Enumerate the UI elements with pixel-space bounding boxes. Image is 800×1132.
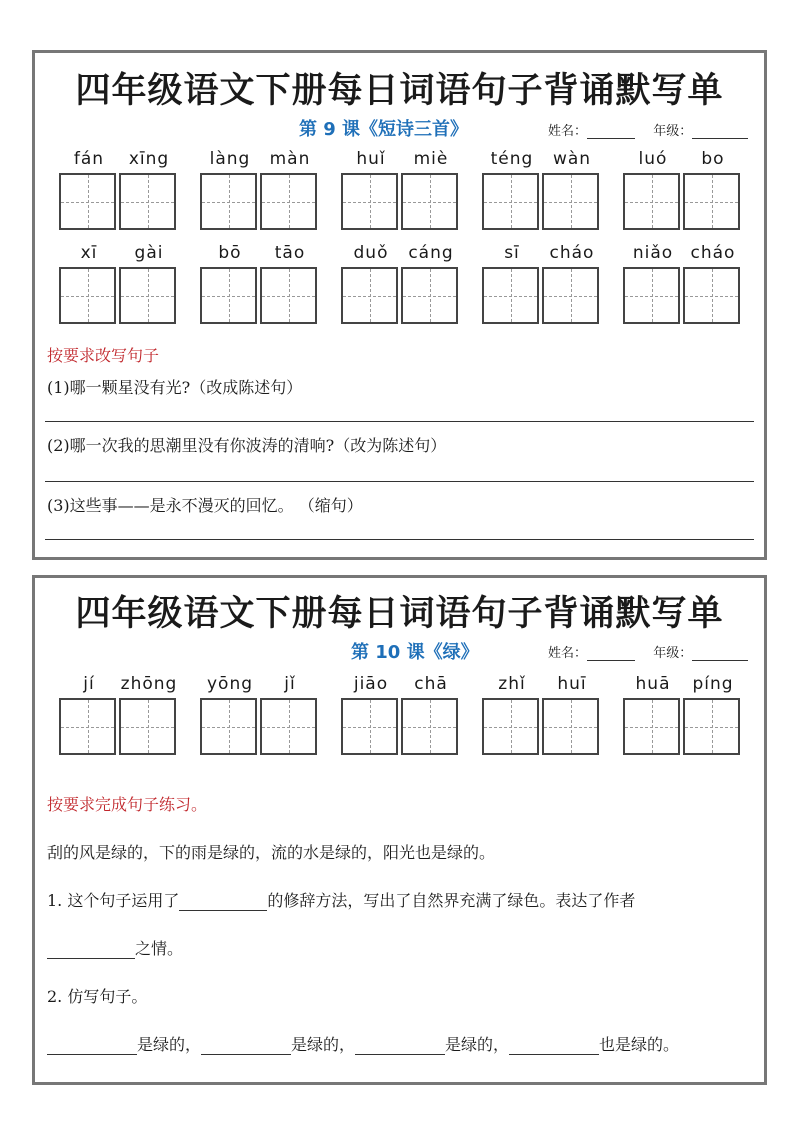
pinyin: yōng [206,674,254,694]
fill-text: 是绿的， [291,1035,356,1054]
pinyin: chā [414,674,448,694]
writing-box[interactable] [542,698,599,755]
writing-box[interactable] [482,267,539,324]
name-blank[interactable] [587,646,635,661]
fill-blank[interactable] [47,940,135,959]
requirement-heading: 按要求完成句子练习。 [47,795,208,814]
question-1-continued [47,936,183,959]
writing-box[interactable] [401,698,458,755]
answer-line-3[interactable] [45,539,754,540]
requirement-heading: 按要求改写句子 [47,346,160,365]
pinyin: jí [83,674,95,694]
writing-box[interactable] [683,698,740,755]
pinyin: huā [635,674,671,694]
worksheet-title: 四年级语文下册每日词语句子背诵默写单 [75,593,724,634]
writing-box[interactable] [482,698,539,755]
writing-box[interactable] [260,267,317,324]
worksheet-lesson-9 [32,50,767,560]
fill-blank[interactable] [179,892,267,911]
pinyin: miè [413,149,449,169]
writing-box[interactable] [119,267,176,324]
name-blank[interactable] [587,124,635,139]
pinyin: duǒ [353,243,389,263]
writing-box[interactable] [482,173,539,230]
writing-box[interactable] [200,173,257,230]
pinyin: huī [557,674,587,694]
pinyin: zhǐ [498,674,526,694]
worksheet-title: 四年级语文下册每日词语句子背诵默写单 [75,70,724,111]
writing-box[interactable] [623,267,680,324]
writing-box[interactable] [200,267,257,324]
writing-box[interactable] [200,698,257,755]
fill-blank[interactable] [201,1036,291,1055]
pinyin: cháo [549,243,595,263]
pinyin: jiāo [353,674,389,694]
grade-blank[interactable] [692,646,748,661]
pinyin: wàn [552,149,592,169]
pinyin: fán [73,149,105,169]
question-1 [47,888,635,911]
question-2: 2. 仿写句子。 [47,987,148,1006]
writing-box[interactable] [119,698,176,755]
writing-box[interactable] [542,173,599,230]
writing-box[interactable] [401,267,458,324]
pinyin: huǐ [356,149,386,169]
pinyin: téng [490,149,534,169]
imitation-row [47,1032,679,1055]
writing-box[interactable] [260,698,317,755]
sentence: 刮的风是绿的，下的雨是绿的，流的水是绿的，阳光也是绿的。 [47,843,496,862]
pinyin: xīng [128,149,170,169]
answer-line-2[interactable] [45,481,754,482]
name-label: 姓名： [548,646,588,661]
name-label: 姓名： [548,124,588,139]
fill-blank[interactable] [47,1036,137,1055]
fill-text: 是绿的， [137,1035,202,1054]
writing-box[interactable] [683,267,740,324]
pinyin: bo [701,149,725,169]
writing-box[interactable] [623,698,680,755]
writing-box[interactable] [341,267,398,324]
name-grade-bar [548,642,748,661]
question-1-suffix: 之情。 [135,939,184,958]
pinyin: zhōng [120,674,178,694]
worksheet-lesson-10 [32,575,767,1085]
lesson-heading: 第 10 课《绿》 [351,642,479,663]
answer-line-1[interactable] [45,421,754,422]
fill-text: 也是绿的。 [599,1035,680,1054]
writing-box[interactable] [341,173,398,230]
question-2: (2)哪一次我的思潮里没有你波涛的清响?（改为陈述句） [47,436,447,455]
question-1-middle: 的修辞方法，写出了自然界充满了绿色。表达了作者 [267,891,636,910]
name-grade-bar [548,120,748,139]
pinyin: màn [269,149,311,169]
writing-box[interactable] [401,173,458,230]
pinyin: làng [209,149,251,169]
pinyin: tāo [274,243,306,263]
pinyin: gài [134,243,164,263]
fill-blank[interactable] [355,1036,445,1055]
writing-box[interactable] [683,173,740,230]
writing-box[interactable] [542,267,599,324]
question-1-prefix: 1. 这个句子运用了 [47,891,180,910]
pinyin: cáng [408,243,454,263]
writing-box[interactable] [59,267,116,324]
writing-box[interactable] [119,173,176,230]
pinyin: niǎo [632,243,674,263]
lesson-heading: 第 9 课《短诗三首》 [299,119,469,140]
grade-blank[interactable] [692,124,748,139]
pinyin: xī [80,243,98,263]
writing-box[interactable] [623,173,680,230]
pinyin: cháo [690,243,736,263]
grade-label: 年级： [653,646,693,661]
writing-box[interactable] [341,698,398,755]
question-1: (1)哪一颗星没有光?（改成陈述句） [47,378,303,397]
pinyin: píng [692,674,734,694]
writing-box[interactable] [59,173,116,230]
question-3: (3)这些事——是永不漫灭的回忆。 （缩句） [47,496,363,515]
writing-box[interactable] [59,698,116,755]
writing-box[interactable] [260,173,317,230]
pinyin: bō [218,243,242,263]
pinyin: jǐ [284,674,296,694]
fill-blank[interactable] [509,1036,599,1055]
pinyin: sī [504,243,520,263]
pinyin: luó [638,149,668,169]
fill-text: 是绿的， [445,1035,510,1054]
grade-label: 年级： [653,124,693,139]
